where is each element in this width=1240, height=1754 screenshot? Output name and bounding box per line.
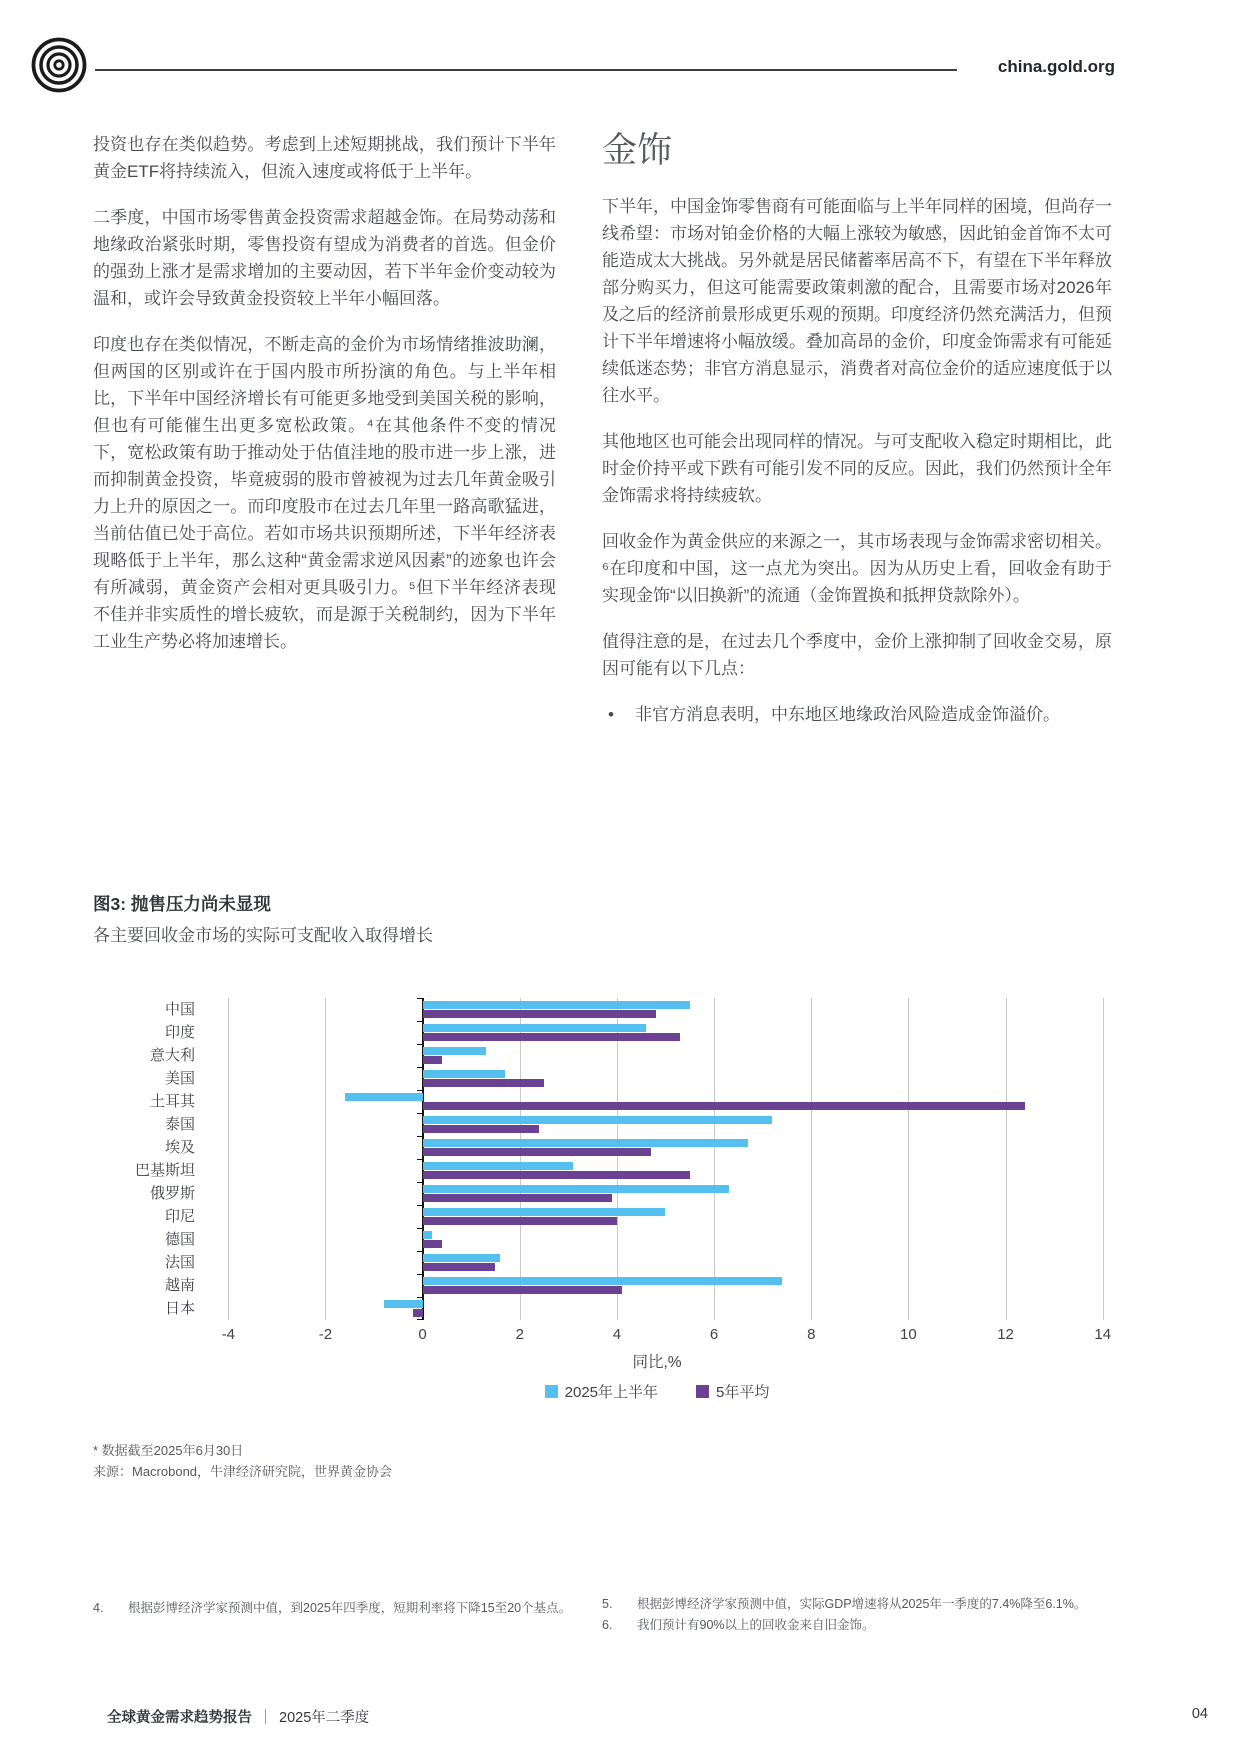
bar [423,1125,540,1133]
bar [423,1001,690,1009]
x-tick-label: -2 [318,1326,333,1343]
axis-tick [417,1044,423,1045]
category-label: 印度 [164,1024,195,1041]
bar [423,1162,574,1170]
paragraph: 其他地区也可能会出现同样的情况。与可支配收入稳定时期相比，此时金价持平或下跌有可能引发不同的反应。因此，我们仍然预计全年金饰需求将持续疲软。 [602,432,1112,506]
axis-tick [417,1021,423,1022]
footnote-text: 我们预计有90%以上的回收金来自旧金饰。 [637,1618,875,1632]
paragraph: 回收金作为黄金供应的来源之一，其市场表现与金饰需求密切相关。⁶在印度和中国，这一点尤为突出。因为从历史上看，回收金有助于实现金饰“以旧换新”的流通（金饰置换和抵押贷款除外）。 [602,532,1112,606]
bar-row [204,1205,1110,1228]
bar [423,1185,729,1193]
axis-tick [417,1090,423,1091]
legend-swatch-icon [545,1385,558,1398]
bar [423,1217,617,1225]
world-gold-council-logo [30,36,88,94]
bullet-icon: • [608,705,614,725]
category-label: 俄罗斯 [149,1185,195,1202]
axis-tick [417,1319,423,1320]
chart-note-source: 来源：Macrobond，牛津经济研究院，世界黄金协会 [93,1464,393,1479]
paragraph: 二季度，中国市场零售黄金投资需求超越金饰。在局势动荡和地缘政治紧张时期，零售投资有望成为消费者的首选。但金价的强劲上涨才是需求增加的主要动因，若下半年金价变动较为温和，或许会导致黄金投资较上半年小幅回落。 [93,208,556,308]
right-column [602,131,1112,728]
bar [423,1277,782,1285]
footnote-text: 根据彭博经济学家预测中值，到2025年四季度，短期利率将下降15至20个基点。 [128,1601,572,1615]
x-tick-label: -4 [221,1326,235,1343]
bar [423,1254,501,1262]
bar [423,1286,622,1294]
chart-notes [93,1440,392,1482]
header-rule [95,69,957,71]
category-label: 美国 [164,1070,195,1087]
bar-row [204,1067,1110,1090]
legend-item [696,1381,769,1402]
bar [423,1240,442,1248]
bullet-text: 非官方消息表明，中东地区地缘政治风险造成金饰溢价。 [635,705,1060,725]
legend-item [545,1381,658,1402]
axis-tick [417,1136,423,1137]
bar [423,1139,748,1147]
x-tick-label: 4 [612,1326,622,1343]
chart-category-labels [93,998,204,1320]
category-label: 德国 [164,1231,195,1248]
figure-subtitle: 各主要回收金市场的实际可支配收入取得增长 [93,926,433,945]
bar-row [204,1044,1110,1067]
category-label: 巴基斯坦 [134,1162,195,1179]
paragraph: 投资也存在类似趋势。考虑到上述短期挑战，我们预计下半年黄金ETF将持续流入，但流入速度或将低于上半年。 [93,135,556,181]
legend-label: 5年平均 [716,1384,770,1401]
footnote [602,1594,1127,1615]
bar [423,1079,544,1087]
paragraph: 值得注意的是，在过去几个季度中，金价上涨抑制了回收金交易，原因可能有以下几点： [602,632,1112,679]
section-heading: 金饰 [602,131,673,170]
paragraph: 下半年，中国金饰零售商有可能面临与上半年同样的困境，但尚存一线希望：市场对铂金价格的大幅上涨较为敏感，因此铂金首饰不太可能造成太大挑战。另外就是居民储蓄率居高不下，有望在下半年释放部分购买力，但这可能需要政策刺激的配合，且需要市场对2026年及之后的经济前景形成更乐观的预期。印度经济仍然充满活力，但预计下半年增速将小幅放缓。叠加高昂的金价，印度金饰需求有可能延续低迷态势；非官方消息显示，消费者对高位金价的适应速度低于以往水平。 [602,197,1112,406]
bar-row [204,1228,1110,1251]
bar [423,1056,442,1064]
footnote-text: 根据彭博经济学家预测中值，实际GDP增速将从2025年一季度的7.4%降至6.1%。 [637,1597,1087,1611]
bar-row [204,1274,1110,1297]
bar [423,1171,690,1179]
bar-row [204,998,1110,1021]
chart-note-asof: * 数据截至2025年6月30日 [93,1443,244,1458]
category-label: 泰国 [164,1116,195,1133]
x-tick-label: 14 [1094,1326,1112,1343]
footnote [93,1598,573,1619]
figure3-bar-chart [93,998,1110,1402]
bar [384,1300,423,1308]
chart-x-axis-label: 同比,% [632,1354,682,1371]
x-tick-label: 12 [997,1326,1014,1343]
axis-tick [417,1205,423,1206]
bullet-item [602,701,1112,728]
chart-x-axis [204,1326,1110,1346]
bar [423,1010,656,1018]
bar [423,1047,486,1055]
axis-tick [417,1182,423,1183]
bar [423,1263,496,1271]
concentric-rings-icon [30,36,88,94]
category-label: 意大利 [149,1047,195,1064]
category-label: 中国 [164,1001,195,1018]
footnote [602,1615,1127,1636]
axis-tick [417,1228,423,1229]
footer-edition: 2025年二季度 [279,1710,370,1726]
footnote-number: 5. [602,1597,613,1611]
x-tick-label: 0 [418,1326,427,1343]
bar-row [204,1090,1110,1113]
footnote-number: 4. [93,1601,104,1615]
bar [423,1194,612,1202]
category-label: 日本 [164,1300,195,1317]
bar [423,1024,646,1032]
bar-row [204,1251,1110,1274]
footnotes-right [602,1594,1127,1636]
chart-plot [204,998,1110,1320]
bar-row [204,1021,1110,1044]
category-label: 法国 [164,1254,195,1271]
bar-row [204,1159,1110,1182]
x-tick-label: 8 [807,1326,816,1343]
footer-divider [265,1709,266,1724]
bar [413,1309,423,1317]
chart-legend [204,1381,1110,1402]
legend-swatch-icon [696,1385,709,1398]
bar-row [204,1113,1110,1136]
footer-report-title: 全球黄金需求趋势报告 [107,1710,252,1726]
bar [423,1116,773,1124]
page-number: 04 [1191,1706,1208,1722]
bar-row [204,1297,1110,1320]
figure-title: 图3: 抛售压力尚未显现 [93,894,271,914]
axis-tick [417,1067,423,1068]
bar [423,1070,506,1078]
category-label: 印尼 [164,1208,195,1225]
footnotes-left [93,1598,573,1619]
bar [423,1208,666,1216]
bar [423,1231,433,1239]
paragraph: 印度也存在类似情况，不断走高的金价为市场情绪推波助澜，但两国的区别或许在于国内股市所扮演的角色。与上半年相比，下半年中国经济增长有可能更多地受到美国关税的影响，但也有可能催生出更多宽松政策。⁴在其他条件不变的情况下，宽松政策有助于推动处于估值洼地的股市进一步上涨，进而抑制黄金投资，毕竟疲弱的股市曾被视为过去几年黄金吸引力上升的原因之一。而印度股市在过去几年里一路高歌猛进，当前估值已处于高位。若如市场共识预期所述，下半年经济表现略低于上半年，那么这种“黄金需求逆风因素”的迹象也许会有所减弱，黄金资产会相对更具吸引力。⁵但下半年经济表现不佳并非实质性的增长疲软，而是源于关税制约，因为下半年工业生产势必将加速增长。 [93,335,556,651]
site-link[interactable]: china.gold.org [997,57,1115,76]
category-label: 土耳其 [149,1093,195,1110]
bar [423,1033,680,1041]
bar [423,1148,651,1156]
x-tick-label: 10 [900,1326,917,1343]
bar-row [204,1136,1110,1159]
axis-tick [417,1113,423,1114]
footnote-number: 6. [602,1618,613,1632]
axis-tick [417,1159,423,1160]
axis-tick [417,1251,423,1252]
bar-row [204,1182,1110,1205]
bar [345,1093,423,1101]
axis-tick [417,998,423,999]
axis-tick [417,1274,423,1275]
category-label: 埃及 [164,1139,195,1156]
x-tick-label: 6 [709,1326,719,1343]
left-column [93,131,556,674]
footer [107,1706,369,1727]
bar [423,1102,1025,1110]
legend-label: 2025年上半年 [564,1384,659,1401]
axis-tick [417,1297,423,1298]
category-label: 越南 [164,1277,195,1294]
x-tick-label: 2 [515,1326,524,1343]
